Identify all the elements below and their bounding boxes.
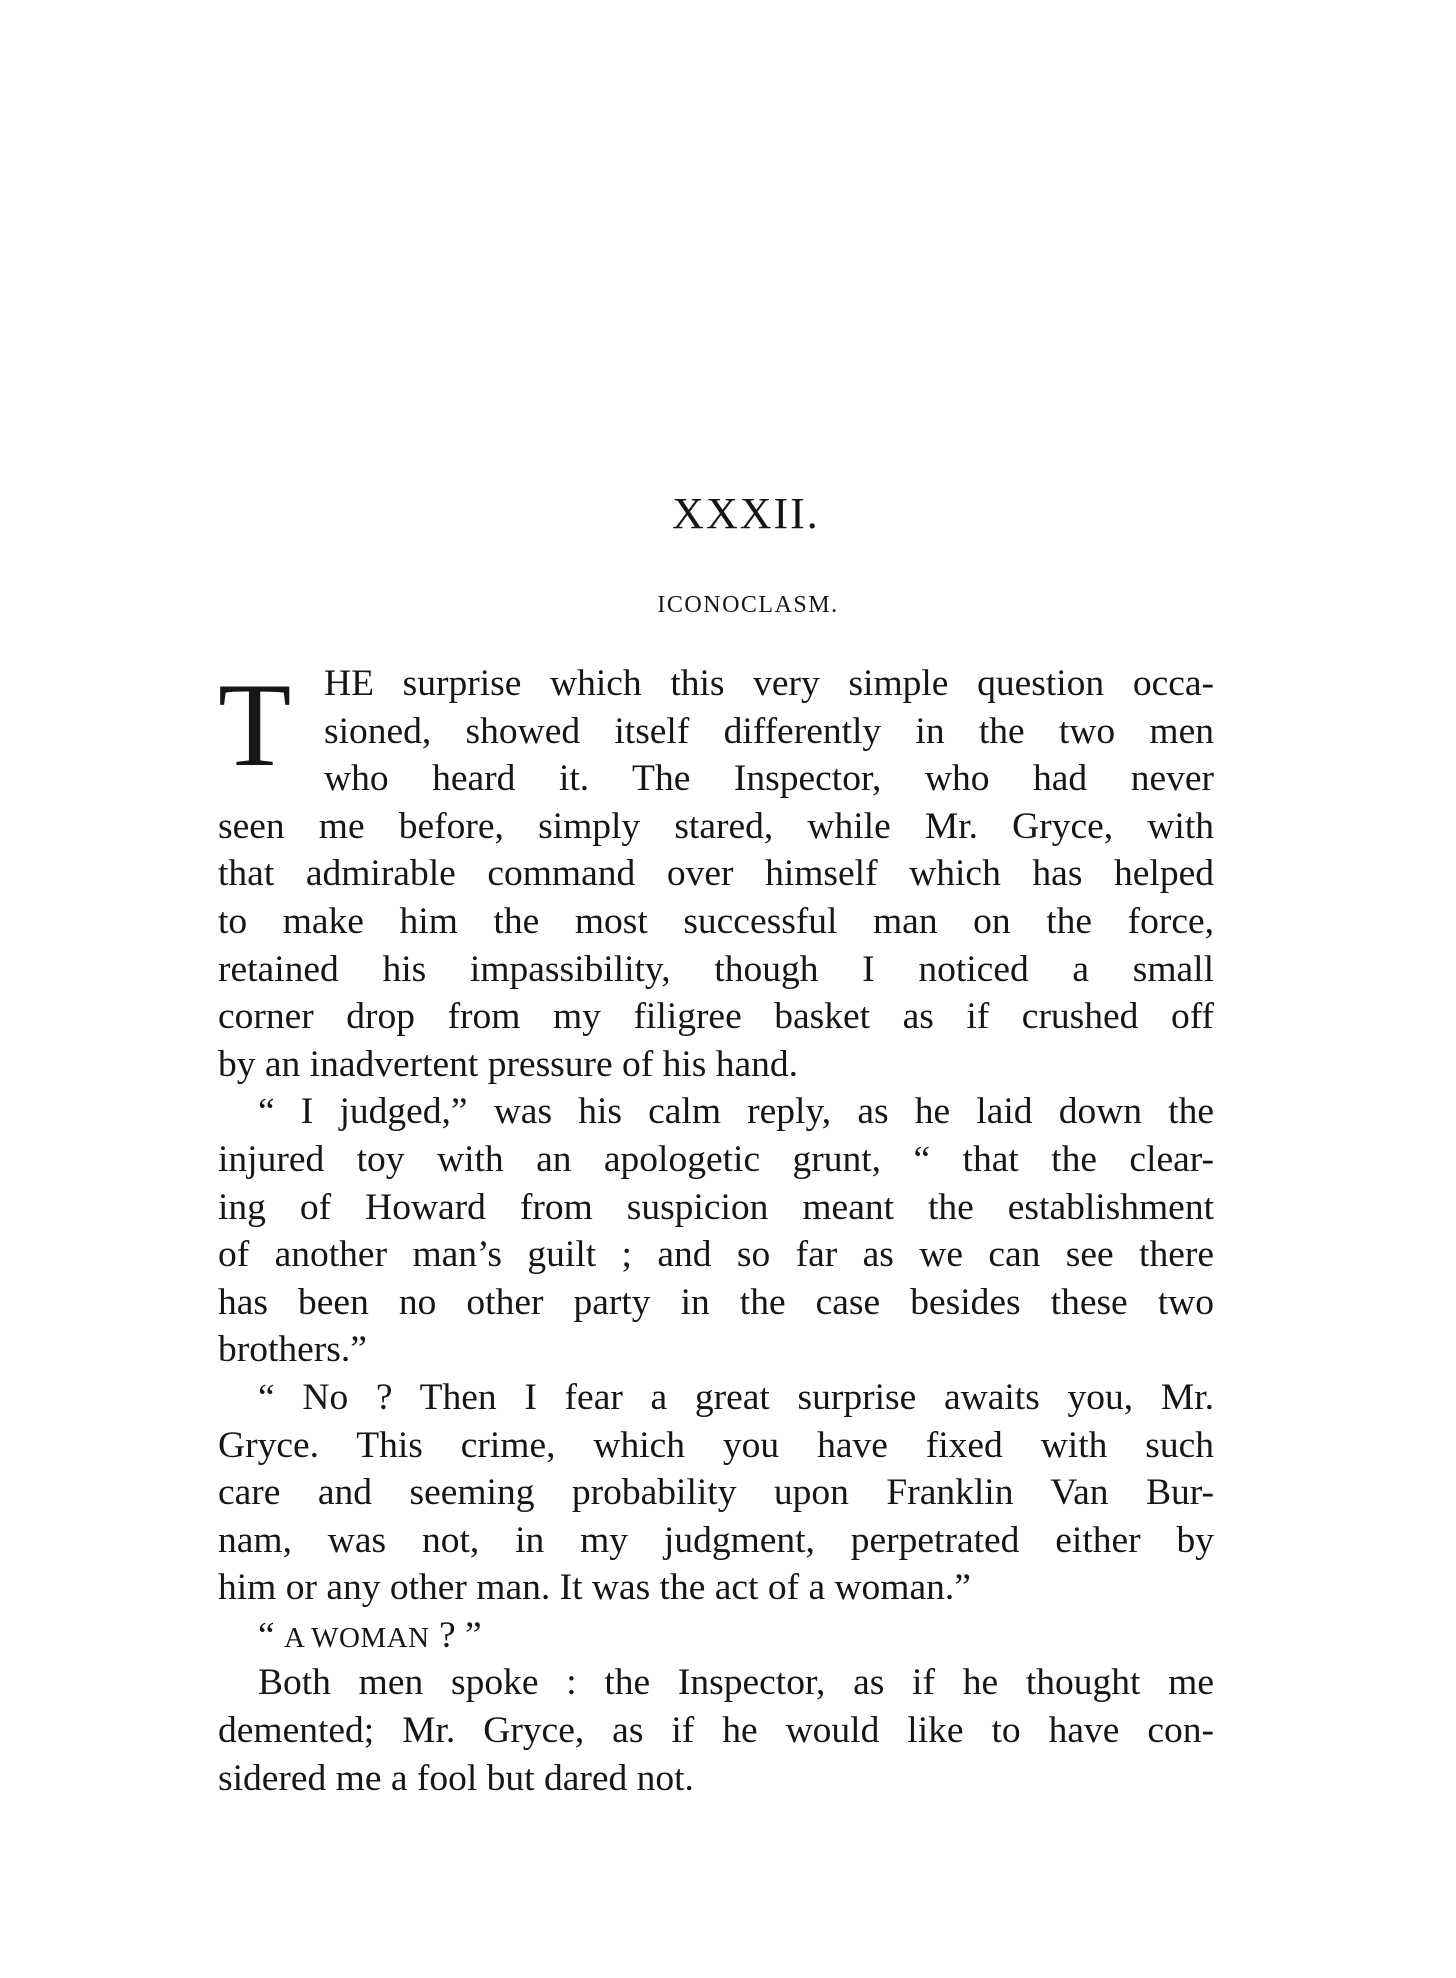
text-line: brothers.” [218, 1329, 367, 1371]
text-line: retained his impassibility, though I noticed a small [218, 948, 1214, 990]
paragraph-3 [218, 1374, 1214, 1612]
text-line [218, 1612, 1214, 1660]
close-quote: ? ” [429, 1614, 482, 1656]
text-line: ing of Howard from suspicion meant the establishment [218, 1186, 1214, 1228]
paragraph-1 [218, 660, 1214, 1088]
chapter-title: ICONOCLASM. [657, 592, 839, 618]
text-line: by an inadvertent pressure of his hand. [218, 1043, 799, 1085]
text-line: to make him the most successful man on the force, [218, 900, 1214, 942]
text-line: sidered me a fool but dared not. [218, 1757, 694, 1799]
text-line: who heard it. The Inspector, who had never [324, 758, 1214, 800]
drop-cap: T [218, 658, 292, 791]
text-line: demented; Mr. Gryce, as if he would like to have con- [218, 1710, 1214, 1752]
text-line: nam, was not, in my judgment, perpetrated either by [218, 1519, 1214, 1561]
text-line: of another man’s guilt ; and so far as we can see there [218, 1234, 1214, 1276]
paragraph-2 [218, 1088, 1214, 1374]
chapter-number: XXXII. [672, 489, 820, 538]
chapter-body [218, 660, 1214, 1802]
text-line: has been no other party in the case besides these two [218, 1281, 1214, 1323]
text-line: “ No ? Then I fear a great surprise awaits you, Mr. [258, 1376, 1214, 1418]
text-line: corner drop from my filigree basket as if crushed off [218, 996, 1214, 1038]
text-line: care and seeming probability upon Franklin Van Bur- [218, 1472, 1214, 1514]
text-line: that admirable command over himself which has helped [218, 853, 1214, 895]
text-line: him or any other man. It was the act of a woman.” [218, 1567, 971, 1609]
open-quote: “ [258, 1614, 285, 1656]
text-line: Gryce. This crime, which you have fixed with such [218, 1424, 1214, 1466]
text-line: “ I judged,” was his calm reply, as he laid down the [258, 1091, 1214, 1133]
text-line: injured toy with an apologetic grunt, “ that the clear- [218, 1138, 1214, 1180]
small-caps-text: A WOMAN [284, 1621, 430, 1654]
text-line: Both men spoke : the Inspector, as if he thought me [258, 1662, 1214, 1704]
paragraph-4 [218, 1612, 1214, 1660]
paragraph-5 [218, 1659, 1214, 1802]
text-line: HE surprise which this very simple question occa- [324, 663, 1214, 704]
text-line: sioned, showed itself differently in the two men [324, 710, 1214, 752]
text-line: seen me before, simply stared, while Mr. Gryce, with [218, 805, 1214, 847]
